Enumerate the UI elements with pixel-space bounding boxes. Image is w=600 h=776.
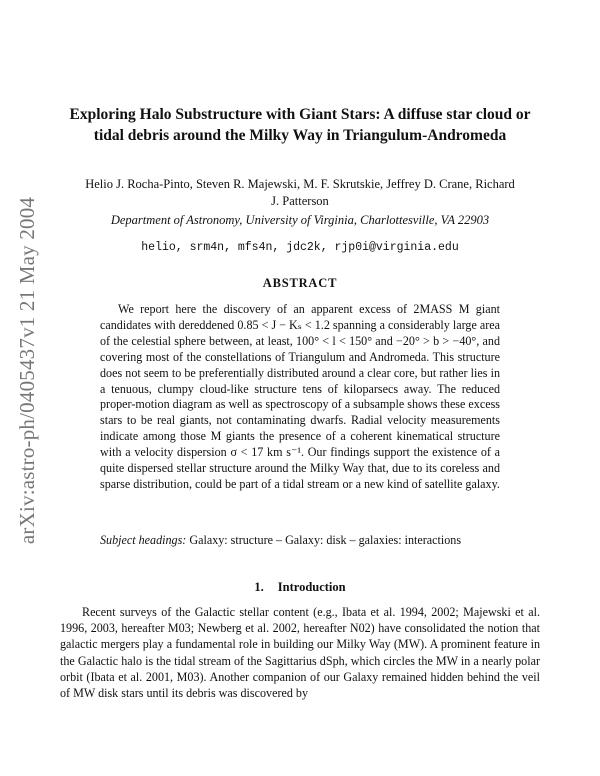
section-title: Introduction bbox=[277, 580, 346, 594]
arxiv-identifier-sidebar bbox=[6, 180, 50, 560]
author-emails: helio, srm4n, mfs4n, jdc2k, rjp0i@virginia.edu bbox=[141, 241, 459, 254]
abstract-text: We report here the discovery of an apparent excess of 2MASS M giant candidates with dereddened 0.85 < J − Kₛ < 1.2 spanning a considerably large area of the celestial sphere between, at least, 100° < l < 150° and −20° > b > −40°, and covering most of the constellations of Triangulum and Andromeda. This structure does not seem to be preferentially distributed around a clear core, but rather lies in a tenuous, clumpy cloud-like structure tens of kiloparsecs away. The reduced proper-motion diagram as well as spectroscopy of a subsample shows these excess stars to be real giants, not contaminating dwarfs. Radial velocity measurements indicate among those M giants the presence of a coherent kinematical structure with a velocity dispersion σ < 17 km s⁻¹. Our findings support the existence of a quite dispersed stellar structure around the Milky Way that, due to its coreless and sparse distribution, could be part of a tidal stream or a new kind of satellite galaxy. bbox=[100, 302, 500, 491]
introduction-text: Recent surveys of the Galactic stellar content (e.g., Ibata et al. 1994, 2002; Majewski et al. 1996, 2003, hereafter M03; Newberg et al. 2002, hereafter N02) have consolidated the notion that galactic mergers play a fundamental role in building our Milky Way (MW). A prominent feature in the Galactic halo is the tidal stream of the Sagittarius dSph, which circles the MW in a nearly polar orbit (Ibata et al. 2001, M03). Another companion of our Galaxy remained hidden behind the veil of MW disk stars until its debris was discovered by bbox=[60, 605, 540, 701]
paper-title: Exploring Halo Substructure with Giant Stars: A diffuse star cloud or tidal debris around the Milky Way in Triangulum-Andromeda bbox=[69, 106, 531, 144]
arxiv-identifier: arXiv:astro-ph/0405437v1 21 May 2004 bbox=[15, 196, 40, 544]
section-heading-introduction bbox=[60, 580, 540, 595]
subject-headings bbox=[100, 532, 520, 548]
section-number: 1. bbox=[254, 580, 264, 594]
abstract-heading: ABSTRACT bbox=[262, 276, 338, 290]
author-list: Helio J. Rocha-Pinto, Steven R. Majewski, M. F. Skrutskie, Jeffrey D. Crane, Richard J. Patterson bbox=[85, 177, 515, 208]
affiliation: Department of Astronomy, University of Virginia, Charlottesville, VA 22903 bbox=[110, 213, 490, 227]
subject-headings-text: Galaxy: structure – Galaxy: disk – galaxies: interactions bbox=[189, 533, 462, 547]
subject-headings-label: Subject headings: bbox=[100, 533, 187, 547]
